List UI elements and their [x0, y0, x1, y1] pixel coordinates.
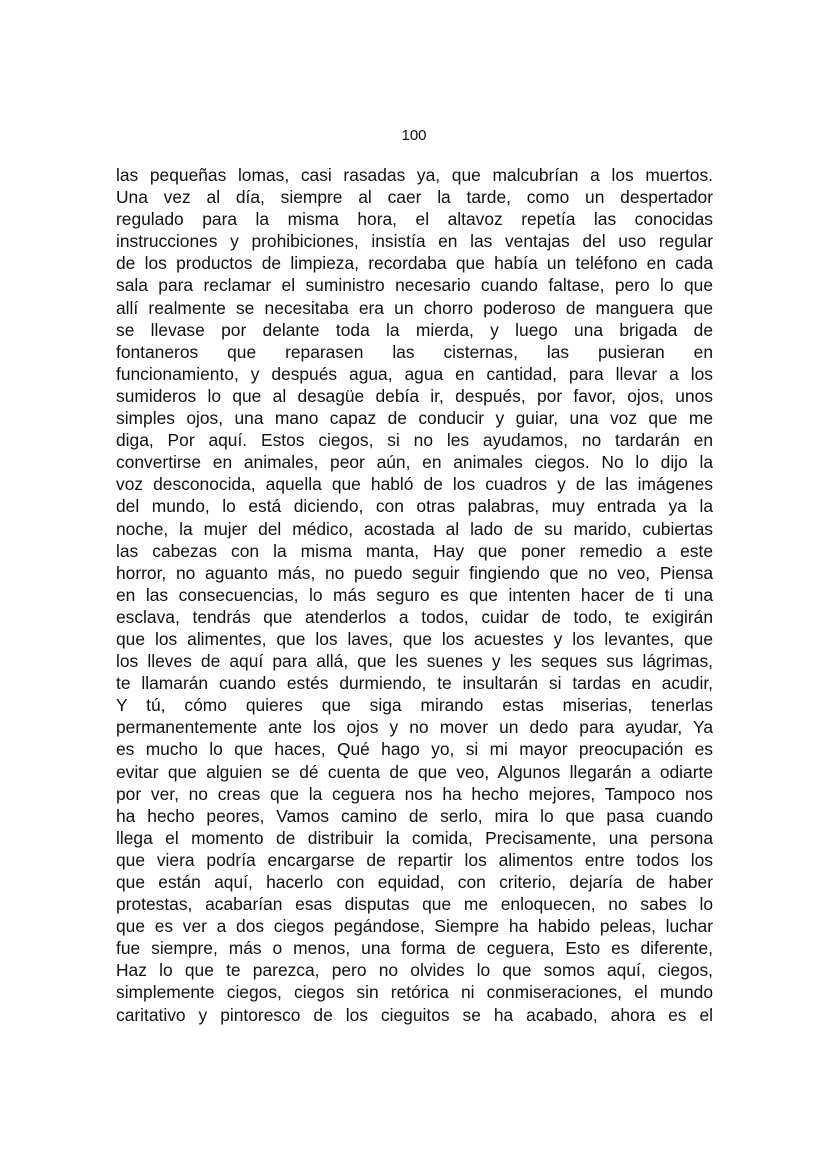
text-line: que los alimentes, que los laves, que los acuestes y los levantes, que: [116, 628, 713, 649]
text-line: protestas, acabarían esas disputas que me enloquecen, no sabes lo: [116, 894, 713, 915]
page-number: 100: [401, 127, 427, 144]
text-line: por ver, no creas que la ceguera nos ha hecho mejores, Tampoco nos: [116, 783, 713, 804]
text-line: caritativo y pintoresco de los cieguitos se ha acabado, ahora es el: [116, 1004, 713, 1025]
text-line: permanentemente ante los ojos y no mover un dedo para ayudar, Ya: [116, 717, 713, 738]
text-line: regulado para la misma hora, el altavoz repetía las conocidas: [116, 209, 713, 230]
text-line: convertirse en animales, peor aún, en animales ciegos. No lo dijo la: [116, 452, 713, 473]
text-line: te llamarán cuando estés durmiendo, te insultarán si tardas en acudir,: [116, 673, 713, 694]
body-text: [116, 164, 713, 1026]
text-line: que viera podría encargarse de repartir los alimentos entre todos los: [116, 849, 713, 870]
text-line: ha hecho peores, Vamos camino de serlo, mira lo que pasa cuando: [116, 805, 713, 826]
text-line: esclava, tendrás que atenderlos a todos, cuidar de todo, te exigirán: [116, 606, 713, 627]
text-line: horror, no aguanto más, no puedo seguir fingiendo que no veo, Piensa: [116, 562, 713, 583]
text-line: Haz lo que te parezca, pero no olvides lo que somos aquí, ciegos,: [116, 960, 713, 981]
text-line: Una vez al día, siempre al caer la tarde, como un despertador: [116, 187, 713, 208]
text-line: simples ojos, una mano capaz de conducir y guiar, una voz que me: [116, 408, 713, 429]
text-line: las pequeñas lomas, casi rasadas ya, que malcubrían a los muertos.: [116, 165, 713, 185]
text-line: funcionamiento, y después agua, agua en cantidad, para llevar a los: [116, 363, 713, 384]
text-line: los lleves de aquí para allá, que les suenes y les seques sus lágrimas,: [116, 651, 713, 672]
text-line: instrucciones y prohibiciones, insistía en las ventajas del uso regular: [116, 231, 713, 252]
text-line: sumideros lo que al desagüe debía ir, después, por favor, ojos, unos: [116, 385, 713, 406]
text-line: allí realmente se necesitaba era un chorro poderoso de manguera que: [116, 297, 713, 318]
text-line: que están aquí, hacerlo con equidad, con criterio, dejaría de haber: [116, 872, 713, 892]
text-line: fontaneros que reparasen las cisternas, las pusieran en: [116, 341, 713, 362]
text-line: llega el momento de distribuir la comida, Precisamente, una persona: [116, 827, 713, 848]
text-line: diga, Por aquí. Estos ciegos, si no les ayudamos, no tardarán en: [116, 430, 713, 451]
text-line: fue siempre, más o menos, una forma de ceguera, Esto es diferente,: [116, 938, 713, 959]
text-line: se llevase por delante toda la mierda, y luego una brigada de: [116, 319, 713, 340]
text-line: que es ver a dos ciegos pegándose, Siempre ha habido peleas, luchar: [116, 916, 713, 937]
text-line: sala para reclamar el suministro necesario cuando faltase, pero lo que: [116, 275, 713, 296]
text-line: evitar que alguien se dé cuenta de que veo, Algunos llegarán a odiarte: [116, 761, 713, 782]
text-line: en las consecuencias, lo más seguro es que intenten hacer de ti una: [116, 584, 713, 605]
text-line: Y tú, cómo quieres que siga mirando estas miserias, tenerlas: [116, 695, 713, 716]
text-line: noche, la mujer del médico, acostada al lado de su marido, cubiertas: [116, 518, 713, 539]
text-line: las cabezas con la misma manta, Hay que poner remedio a este: [116, 540, 713, 561]
text-line: del mundo, lo está diciendo, con otras palabras, muy entrada ya la: [116, 496, 713, 517]
text-line: voz desconocida, aquella que habló de los cuadros y de las imágenes: [116, 474, 713, 495]
text-line: simplemente ciegos, ciegos sin retórica ni conmiseraciones, el mundo: [116, 982, 713, 1003]
text-line: de los productos de limpieza, recordaba que había un teléfono en cada: [116, 253, 713, 274]
text-line: es mucho lo que haces, Qué hago yo, si mi mayor preocupación es: [116, 739, 713, 760]
